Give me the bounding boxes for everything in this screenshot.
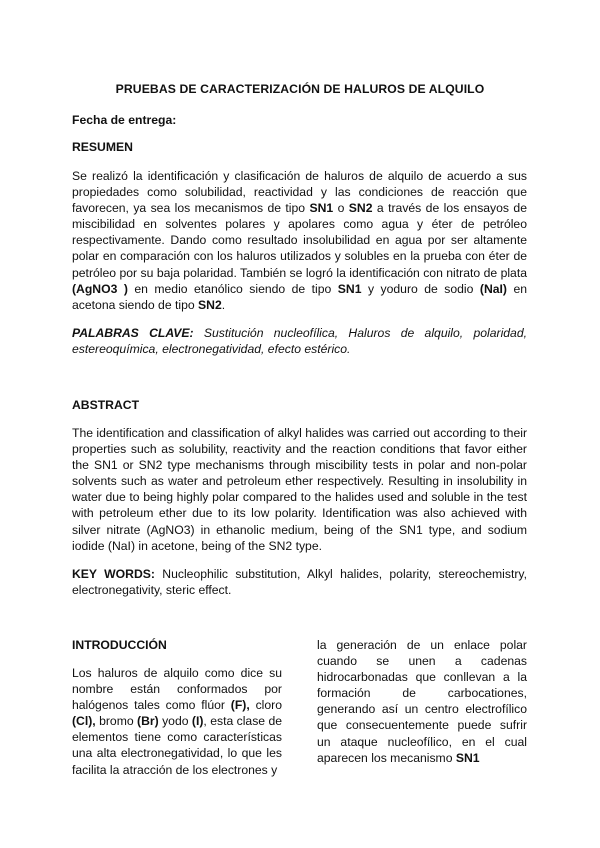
delivery-date-label: Fecha de entrega:: [72, 113, 177, 127]
resumen-heading: RESUMEN: [72, 140, 133, 154]
abstract-heading: ABSTRACT: [72, 398, 140, 412]
resumen-paragraph: Se realizó la identificación y clasificación de haluros de alquilo de acuerdo a sus propiedades como solubilidad, reactividad y las condiciones de reacción que favorecen, ya sea los mecanismos de tipo SN1 o SN2 a través de los ensayos de miscibilidad en solventes polares y apolares como agua y éter de petróleo respectivamente. Dando como resultado insolubilidad en agua por ser altamente polar en comparación con los haluros utilizados y solubles en la prueba con éter de petróleo por su baja polaridad. También se logró la identificación con nitrato de plata (AgNO3 ) en medio etanólico siendo de tipo SN1 y yoduro de sodio (NaI) en acetona siendo de tipo SN2.: [72, 169, 528, 312]
intro-left-column: Los haluros de alquilo como dice su nombre están conformados por halógenos tales como flúor (F), cloro (Cl), bromo (Br) yodo (I), esta clase de elementos tiene como características una alta electronegatividad, lo que les facilita la atracción de los electrones y: [72, 666, 283, 777]
keywords-paragraph: [72, 566, 527, 598]
keywords-text: Nucleophilic substitution, Alkyl halides, polarity, stereochemistry, electronegativity, steric effect.: [72, 567, 527, 598]
intro-right-column: la generación de un enlace polar cuando se unen a cadenas hidrocarbonadas que conllevan a la formación de carbocationes, generando así un centro electrofílico que consecuentemente puede sufrir un ataque nucleofílico, en el cual aparecen los mecanismo SN1: [317, 638, 527, 765]
document-title: PRUEBAS DE CARACTERIZACIÓN DE HALUROS DE ALQUILO: [115, 82, 485, 96]
abstract-paragraph: The identification and classification of alkyl halides was carried out according to their properties such as solubility, reactivity and the reaction conditions that favor either the SN1 or SN2 type mechanisms through miscibility tests in polar and non-polar solvents such as water and petroleum ether respectively. Resulting in insolubility in water due to being highly polar compared to the halides used and soluble in the test with petroleum ether due to its low polarity. Identification was also achieved with silver nitrate (AgNO3) in ethanolic medium, being of the SN1 type, and sodium iodide (NaI) in acetone, being of the SN2 type.: [72, 426, 527, 553]
keywords-label: KEY WORDS:: [72, 567, 155, 581]
palabras-clave-paragraph: [72, 325, 527, 357]
palabras-clave-text: Sustitución nucleofílica, Haluros de alquilo, polaridad, estereoquímica, electronegatividad, efecto estérico.: [72, 326, 527, 357]
introduccion-heading: INTRODUCCIÓN: [72, 638, 167, 652]
palabras-clave-label: PALABRAS CLAVE:: [72, 326, 194, 340]
